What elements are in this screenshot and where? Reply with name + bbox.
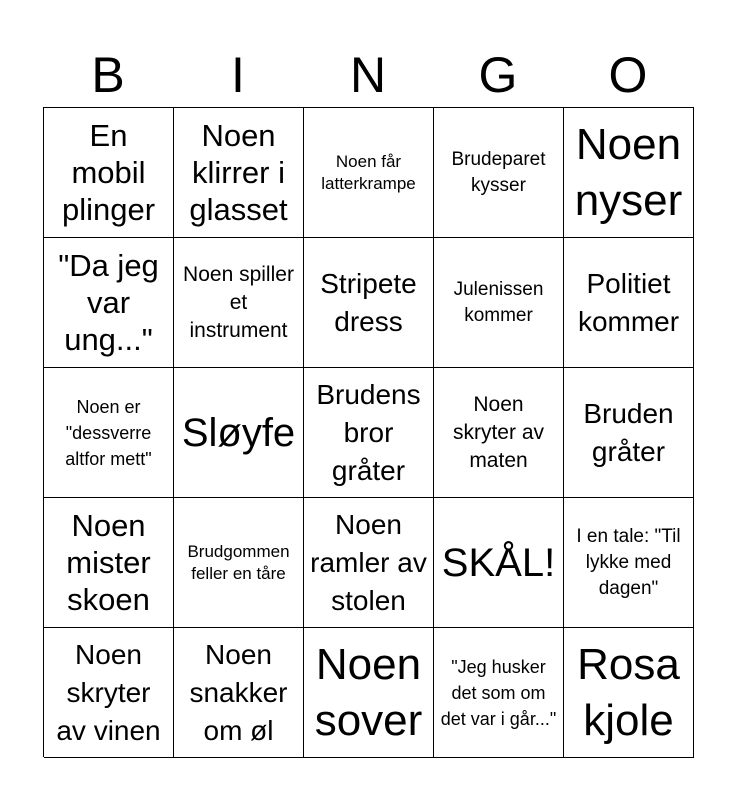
bingo-cell[interactable] xyxy=(434,628,564,758)
cell-text: Brudgommen feller en tåre xyxy=(187,541,290,583)
cell-text: Bruden gråter xyxy=(583,397,674,467)
cell-text: Brudeparet kysser xyxy=(451,148,546,196)
header-letter-i: I xyxy=(231,47,245,103)
bingo-cell[interactable] xyxy=(564,368,694,498)
bingo-cell[interactable] xyxy=(44,628,174,758)
bingo-cell[interactable] xyxy=(564,108,694,238)
cell-text: Noen snakker om øl xyxy=(189,638,288,746)
bingo-cell[interactable] xyxy=(304,238,434,368)
cell-text: Stripete dress xyxy=(320,267,417,337)
header-letter-g: G xyxy=(478,47,518,103)
cell-text: I en tale: "Til lykke med dagen" xyxy=(576,525,681,599)
bingo-cell[interactable] xyxy=(44,238,174,368)
cell-text: Noen mister skoen xyxy=(66,508,151,617)
cell-text: Noen ramler av stolen xyxy=(310,508,427,616)
bingo-cell[interactable] xyxy=(304,368,434,498)
cell-text: Noen nyser xyxy=(574,119,683,225)
bingo-cell[interactable] xyxy=(434,368,564,498)
bingo-cell[interactable] xyxy=(564,238,694,368)
bingo-cell[interactable] xyxy=(304,628,434,758)
bingo-cell[interactable] xyxy=(304,498,434,628)
cell-text: Politiet kommer xyxy=(577,267,680,337)
bingo-cell[interactable] xyxy=(434,238,564,368)
cell-text: Rosa kjole xyxy=(577,639,680,745)
cell-text: Noen spiller et instrument xyxy=(183,262,294,342)
bingo-cell[interactable] xyxy=(434,498,564,628)
header-letter-o: O xyxy=(608,47,648,103)
bingo-cell[interactable] xyxy=(174,498,304,628)
cell-text: Noen er "dessverre altfor mett" xyxy=(65,396,152,469)
cell-text: Noen skryter av maten xyxy=(452,392,544,472)
cell-text: Sløyfe xyxy=(181,410,296,455)
cell-text: SKÅL! xyxy=(441,540,556,585)
bingo-cell[interactable] xyxy=(434,108,564,238)
bingo-cell[interactable] xyxy=(564,628,694,758)
cell-text: En mobil plinger xyxy=(61,118,156,227)
cell-text: Noen klirrer i glasset xyxy=(189,118,288,227)
cell-text: "Da jeg var ung..." xyxy=(58,248,159,357)
cell-text: Noen får latterkrampe xyxy=(321,151,416,193)
bingo-grid xyxy=(43,107,694,757)
header-letter-b: B xyxy=(91,47,125,103)
cell-text: Brudens bror gråter xyxy=(316,378,421,486)
cell-text: Julenissen kommer xyxy=(453,278,544,326)
cell-text: Noen sover xyxy=(314,639,423,745)
header-letter-n: N xyxy=(349,47,387,103)
bingo-cell[interactable] xyxy=(174,108,304,238)
bingo-cell[interactable] xyxy=(44,368,174,498)
bingo-cell[interactable] xyxy=(44,498,174,628)
cell-text: Noen skryter av vinen xyxy=(56,638,161,746)
bingo-cell[interactable] xyxy=(564,498,694,628)
bingo-cell[interactable] xyxy=(174,368,304,498)
cell-text: "Jeg husker det som om det var i går..." xyxy=(440,656,557,729)
bingo-cell[interactable] xyxy=(304,108,434,238)
bingo-cell[interactable] xyxy=(174,628,304,758)
bingo-header xyxy=(43,44,693,106)
bingo-cell[interactable] xyxy=(174,238,304,368)
bingo-cell[interactable] xyxy=(44,108,174,238)
